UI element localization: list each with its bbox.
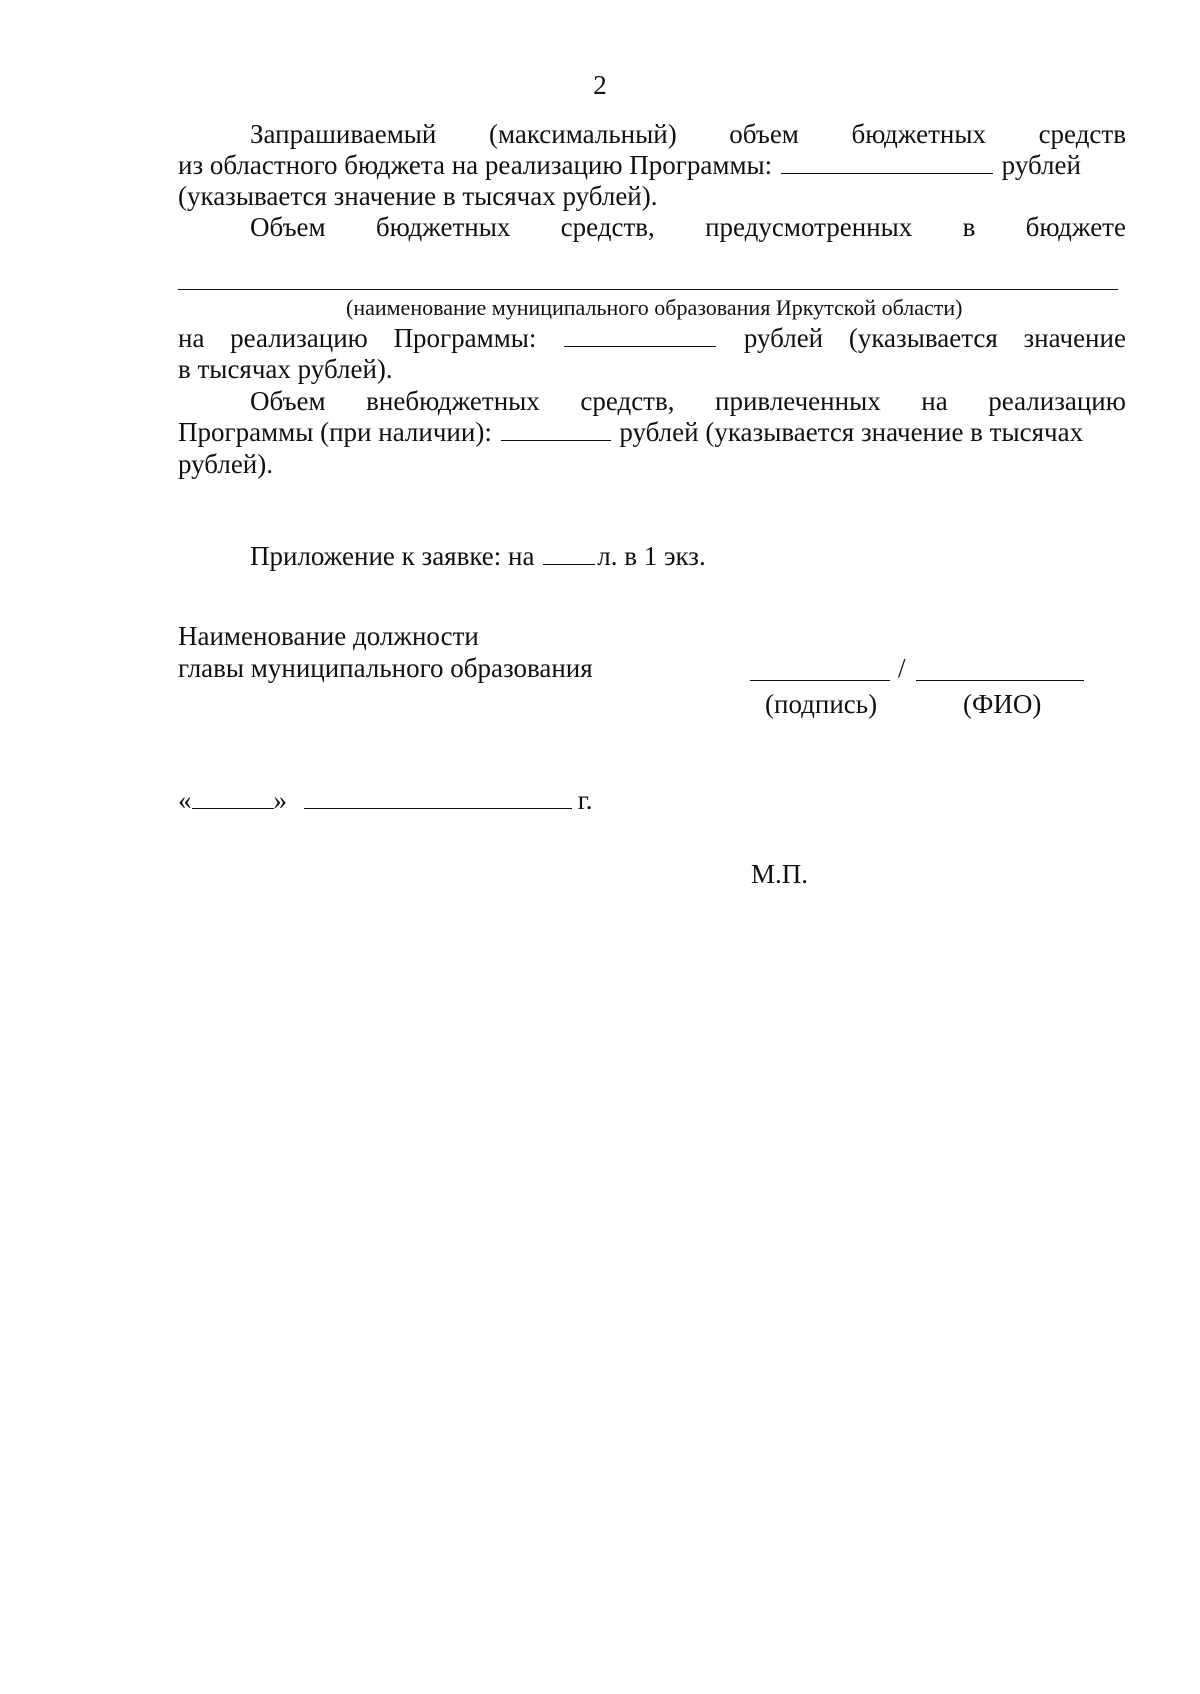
date-line: [178, 784, 593, 816]
signature-blank: [750, 680, 890, 681]
word: на: [921, 386, 948, 416]
municipality-name-caption: (наименование муниципального образования Иркутской области): [346, 295, 963, 320]
paragraph-2-line-3: в тысячах рублей).: [178, 354, 393, 384]
word: значение: [1023, 323, 1126, 353]
position-title-line-2: главы муниципального образования: [178, 653, 593, 683]
sheet-count-blank: [543, 540, 595, 565]
paragraph-3-line-3: рублей).: [178, 449, 274, 479]
month-year-blank: [304, 784, 572, 809]
word: бюджетных: [375, 212, 511, 242]
rubles-label: рублей: [1001, 150, 1081, 180]
page-number: 2: [593, 70, 607, 100]
municipal-budget-amount-blank: [564, 322, 716, 347]
budget-request-text: из областного бюджета на реализацию Программы:: [178, 150, 773, 180]
regional-budget-amount-blank: [781, 149, 993, 174]
word: рублей: [743, 323, 824, 353]
stamp-label: М.П.: [751, 859, 809, 889]
attachment-suffix: л. в 1 экз.: [597, 541, 706, 571]
municipality-name-blank: [178, 289, 1118, 290]
rubles-note: рублей (указывается значение в тысячах: [619, 417, 1084, 447]
paragraph-2-line-2: [178, 322, 1126, 354]
word: бюджете: [1025, 212, 1126, 242]
word: средств,: [580, 386, 675, 416]
word: Программы:: [393, 323, 537, 353]
word: средств: [1038, 119, 1126, 149]
full-name-caption: (ФИО): [963, 689, 1042, 719]
date-close-quote: »: [273, 785, 287, 815]
word: на: [178, 323, 205, 353]
word: бюджетных: [851, 119, 986, 149]
full-name-blank: [916, 680, 1084, 681]
attachment-prefix: Приложение к заявке: на: [250, 541, 535, 571]
word: средств,: [560, 212, 655, 242]
paragraph-3-line-2: [178, 416, 1126, 448]
word: привлеченных: [715, 386, 881, 416]
word: (максимальный): [488, 119, 677, 149]
paragraph-1-line-2: [178, 149, 1126, 181]
extrabudgetary-amount-blank: [501, 416, 611, 441]
paragraph-3-line-1: [178, 385, 1126, 417]
paragraph-1-line-1: [178, 118, 1126, 150]
position-title-line-1: Наименование должности: [178, 621, 479, 651]
word: реализацию: [230, 323, 368, 353]
signature-separator: /: [898, 653, 906, 683]
word: (указывается: [848, 323, 998, 353]
extrabudgetary-text: Программы (при наличии):: [178, 417, 492, 447]
word: в: [962, 212, 976, 242]
word: внебюджетных: [366, 386, 540, 416]
signature-caption: (подпись): [765, 689, 878, 719]
date-open-quote: «: [178, 785, 192, 815]
paragraph-2-line-1: [178, 211, 1126, 243]
word: предусмотренных: [705, 212, 913, 242]
year-suffix: г.: [577, 785, 593, 815]
word: Объем: [250, 386, 326, 416]
word: Запрашиваемый: [250, 119, 437, 149]
paragraph-1-line-3: (указывается значение в тысячах рублей).: [178, 181, 658, 211]
word: Объем: [250, 212, 326, 242]
attachment-line: [250, 540, 706, 572]
word: объем: [729, 119, 799, 149]
day-blank: [192, 784, 274, 809]
word: реализацию: [988, 386, 1126, 416]
